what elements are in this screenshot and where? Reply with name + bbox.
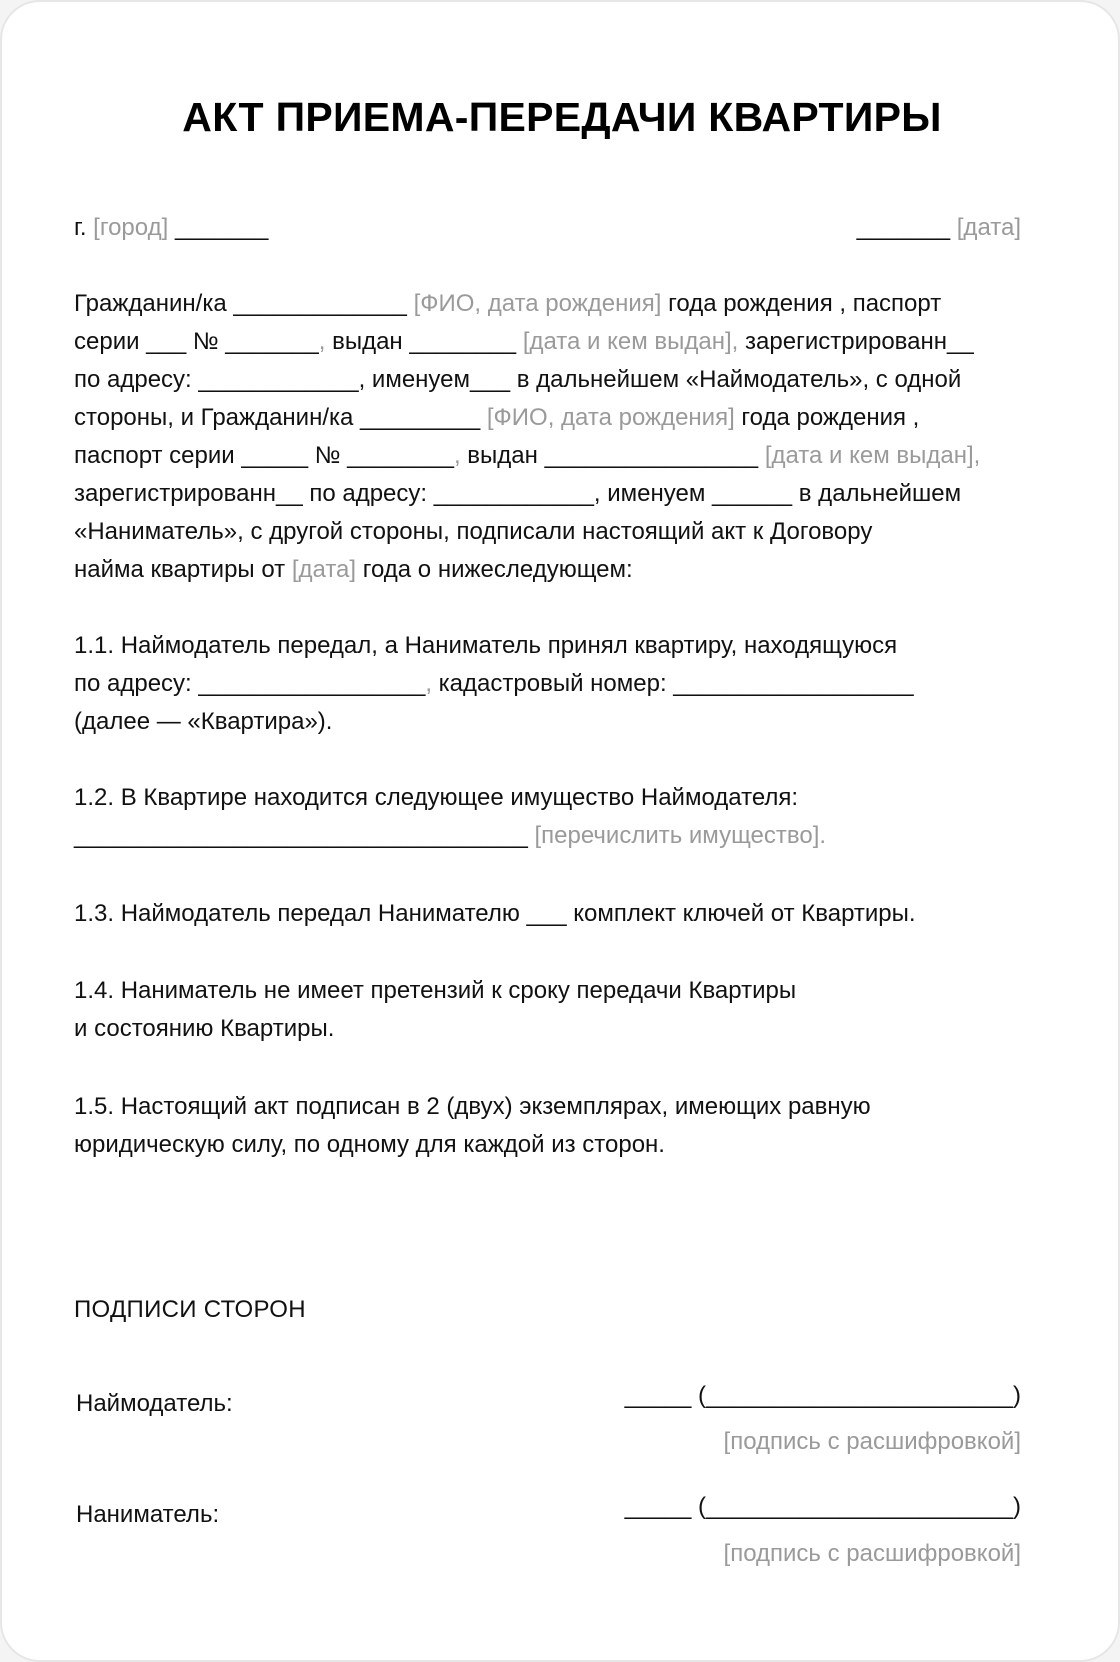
city-line bbox=[74, 213, 268, 243]
text-fragment: Гражданин/ка _____________ bbox=[74, 290, 407, 317]
placeholder-issued-1: [дата и кем выдан], bbox=[522, 328, 739, 355]
text-fragment: 1.4. Наниматель не имеет претензий к сроку передачи Квартиры bbox=[74, 977, 797, 1004]
placeholder-issued-2: [дата и кем выдан], bbox=[764, 442, 981, 469]
clause-1-1-line-1 bbox=[74, 631, 897, 661]
signatures-heading: ПОДПИСИ СТОРОН bbox=[74, 1296, 306, 1323]
clause-1-1-line-3 bbox=[74, 707, 332, 737]
placeholder-fio-2: [ФИО, дата рождения] bbox=[486, 404, 735, 431]
preamble-line-3 bbox=[74, 365, 961, 395]
text-fragment: и состоянию Квартиры. bbox=[74, 1015, 335, 1042]
city-blank: _______ bbox=[174, 214, 269, 241]
date-blank: _______ bbox=[856, 214, 951, 241]
text-fragment: стороны, и Гражданин/ка _________ bbox=[74, 404, 481, 431]
preamble-line-6 bbox=[74, 479, 961, 509]
text-fragment: (далее — «Квартира»). bbox=[74, 708, 333, 735]
comma: , bbox=[318, 328, 326, 355]
clause-1-1-line-2 bbox=[74, 669, 914, 699]
landlord-signature-hint: [подпись с расшифровкой] bbox=[723, 1428, 1021, 1455]
text-fragment: выдан ________________ bbox=[467, 442, 759, 469]
text-fragment: года о нижеследующем: bbox=[362, 556, 633, 583]
comma: , bbox=[453, 442, 461, 469]
text-fragment: зарегистрированн__ bbox=[745, 328, 974, 355]
text-fragment: года рождения , bbox=[741, 404, 920, 431]
placeholder-contract-date: [дата] bbox=[291, 556, 357, 583]
text-fragment: 1.2. В Квартире находится следующее имущество Наймодателя: bbox=[74, 784, 799, 811]
tenant-signature-line: _____ (_______________________) bbox=[624, 1493, 1021, 1520]
text-fragment: «Наниматель», с другой стороны, подписали настоящий акт к Договору bbox=[74, 518, 873, 545]
clause-1-2-line-1 bbox=[74, 783, 798, 813]
clause-1-4-line-2 bbox=[74, 1014, 334, 1044]
text-fragment: выдан ________ bbox=[332, 328, 517, 355]
preamble-line-2 bbox=[74, 327, 974, 357]
preamble-line-5 bbox=[74, 441, 980, 471]
text-fragment: __________________________________ bbox=[74, 822, 528, 849]
clause-1-5-line-2 bbox=[74, 1130, 665, 1160]
text-fragment: по адресу: ____________ bbox=[74, 366, 359, 393]
landlord-label: Наймодатель: bbox=[76, 1390, 233, 1417]
tenant-signature-hint: [подпись с расшифровкой] bbox=[723, 1540, 1021, 1567]
tenant-label: Наниматель: bbox=[76, 1501, 220, 1528]
text-fragment: паспорт серии _____ № ________ bbox=[74, 442, 454, 469]
preamble-line-8 bbox=[74, 555, 633, 585]
comma: , bbox=[425, 670, 432, 697]
text-fragment: зарегистрированн__ по адресу: ____________ bbox=[74, 480, 594, 507]
text-fragment: кадастровый номер: __________________ bbox=[438, 670, 914, 697]
text-fragment: найма квартиры от bbox=[74, 556, 286, 583]
city-placeholder: [город] bbox=[93, 214, 169, 241]
date-line bbox=[857, 213, 1021, 243]
placeholder-fio-1: [ФИО, дата рождения] bbox=[413, 290, 662, 317]
clause-1-2-line-2 bbox=[74, 821, 826, 851]
text-fragment: по адресу: _________________ bbox=[74, 670, 426, 697]
document-title: АКТ ПРИЕМА-ПЕРЕДАЧИ КВАРТИРЫ bbox=[182, 94, 942, 140]
clause-1-5-line-1 bbox=[74, 1092, 871, 1122]
text-fragment: , именуем ______ в дальнейшем bbox=[593, 480, 962, 507]
text-fragment: серии ___ № _______ bbox=[74, 328, 319, 355]
clause-1-4-line-1 bbox=[74, 976, 796, 1006]
date-placeholder: [дата] bbox=[956, 214, 1021, 241]
text-fragment: 1.5. Настоящий акт подписан в 2 (двух) экземплярах, имеющих равную bbox=[74, 1093, 871, 1120]
text-fragment: 1.1. Наймодатель передал, а Наниматель принял квартиру, находящуюся bbox=[74, 632, 898, 659]
preamble-line-4 bbox=[74, 403, 919, 433]
text-fragment: 1.3. Наймодатель передал Нанимателю ___ комплект ключей от Квартиры. bbox=[74, 900, 916, 927]
clause-1-3 bbox=[74, 899, 916, 929]
landlord-signature-line: _____ (_______________________) bbox=[624, 1382, 1021, 1409]
text-fragment: юридическую силу, по одному для каждой из сторон. bbox=[74, 1131, 665, 1158]
preamble-line-1 bbox=[74, 289, 941, 319]
preamble-line-7 bbox=[74, 517, 872, 547]
city-prefix: г. bbox=[74, 214, 87, 241]
placeholder-property-list: [перечислить имущество]. bbox=[534, 822, 827, 849]
text-fragment: года рождения , паспорт bbox=[668, 290, 942, 317]
text-fragment: , именуем___ в дальнейшем «Наймодатель», с одной bbox=[358, 366, 962, 393]
